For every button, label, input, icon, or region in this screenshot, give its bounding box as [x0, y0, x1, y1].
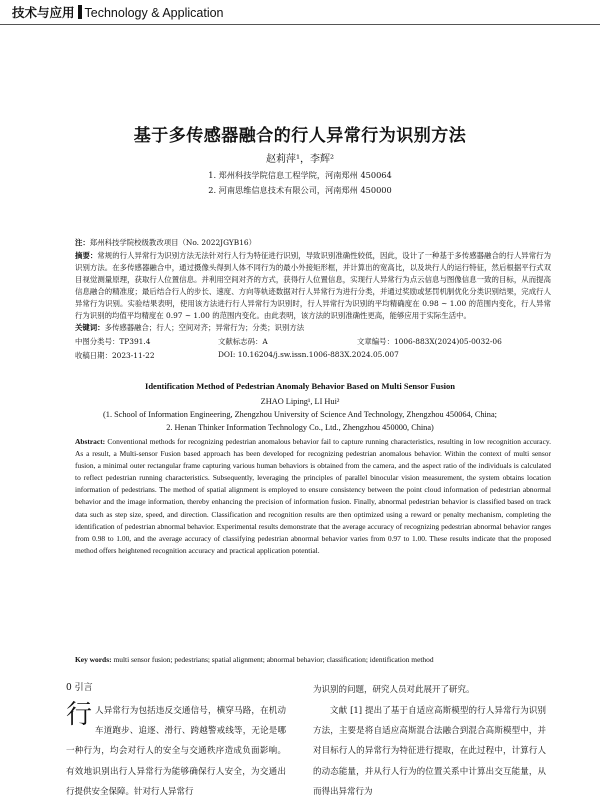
abstract-en-text: Conventional methods for recognizing pedestrian anomalous behavior fail to capture running characteristics, resulting in low recognition accuracy. As a result, a Multi-sensor Fusion based approach has been developed for recognizing pedestrian anomalous behavior. Within the context of multi sensor fusion, a minimal outer rectangular frame capturing various human behaviors is obtained from the camera, and the aspect ratio of the individuals is calculated to reflect pedestrian running characteristics. Subsequently, leveraging the principles of parallel binocular vision measurement, the system obtains location information of pedestrians. The method of spatial alignment is employed to ensure consistency between the point cloud information of pedestrian abnormal behavior and the image information, thereby enhancing the precision of information fusion. Finally, abnormal pedestrian behavior is classified based on track data such as step size, speed, and direction. Classification and recognition results are then optimized using a reward or penalty mechanism, completing the identification of pedestrian abnormal behavior. Experimental results demonstrate that the average accuracy of recognizing pedestrian abnormal behavior ranges from 0.98 to 1.00, and the average accuracy of classifying pedestrian abnormal behavior varies from 0.97 to 1.00. These results indicate that the proposed method offers heightened recognition accuracy and practical application potential. [75, 437, 552, 555]
keywords-en-text: multi sensor fusion; pedestrians; spatial alignment; abnormal behavior; classification; identification method [113, 655, 434, 664]
paper-title-en: Identification Method of Pedestrian Anomaly Behavior Based on Multi Sensor Fusion [145, 381, 455, 391]
body-right-paragraph: 文献 [1] 提出了基于自适应高斯模型的行人异常行为识别方法，主要是将自适应高斯混合法融合到混合高斯模型中，并对目标行人的异常行为特征进行提取，在此过程中，计算行人的动态能量，并从行人行为的位置关系中计算出交互能量，从而得出异常行为 [313, 706, 546, 797]
affiliation-cn-1: 1. 郑州科技学院信息工程学院，河南郑州 450064 [208, 170, 392, 180]
authors-cn: 赵莉萍¹，李辉² [265, 154, 335, 165]
article-number: 文章编号：1006-883X(2024)05-0032-06 [357, 337, 502, 346]
body-left-column [66, 701, 286, 802]
affiliation-cn-2: 2. 河南思维信息技术有限公司，河南郑州 450000 [208, 185, 392, 195]
doi: DOI: 10.16204/j.sw.issn.1006-883X.2024.05.007 [218, 350, 399, 359]
keywords-en-label: Key words: [75, 655, 112, 664]
keywords-cn-label: 关键词： [75, 323, 105, 332]
received-date: 收稿日期：2023-11-22 [75, 351, 155, 360]
keywords-cn [75, 322, 551, 334]
fund-note [75, 237, 551, 249]
body-left-text: 人异常行为包括违反交通信号，横穿马路，在机动车道跑步、追逐、滑行、跨越警戒线等，无论是哪一种行为，均会对行人的安全与交通秩序造成负面影响。有效地识别出行人异常行为能够确保行人安全，为交通出行提供安全保障。针对行人异常行 [66, 706, 286, 797]
fund-label: 注： [75, 238, 90, 247]
authors-en: ZHAO Liping¹, LI Hui² [260, 397, 340, 406]
header-separator-bar [78, 5, 82, 19]
fund-text: 郑州科技学院校级教改项目（No. 2022JGYB16） [89, 238, 257, 247]
journal-header [12, 3, 224, 21]
affiliation-en-1: (1. School of Information Engineering, Zhengzhou University of Science And Technology, Zhengzhou 450064, China; [103, 410, 497, 419]
abstract-cn [75, 250, 551, 323]
journal-name-cn: 技术与应用 [12, 5, 75, 20]
section-heading-introduction: 0 引言 [66, 683, 93, 693]
abstract-en-label: Abstract: [75, 437, 106, 446]
journal-name-en: Technology & Application [84, 6, 224, 20]
paper-title-cn: 基于多传感器融合的行人异常行为识别方法 [133, 126, 467, 146]
document-code: 文献标志码：A [218, 337, 268, 346]
affiliation-en-2: 2. Henan Thinker Information Technology Co., Ltd., Zhengzhou 450000, China) [166, 423, 434, 432]
abstract-cn-text: 常规的行人异常行为识别方法无法针对行人行为特征进行识别，导致识别准确性较低，因此，设计了一种基于多传感器融合的行人异常行为识别方法。在多传感器融合中，通过摄像头得到人体不同行为的最小外接矩形框，并计算出的宽高比，以及块行人的运行特征，然后根据平行式双目视觉测量原理，获取行人位置信息。并利用空间对齐的方式，获得行人位置信息，实现行人异常行为点云信息与图像信息一致的目标，从而提高信息融合的精准度；最后结合行人的步长、速度、方向等轨迹数据对行人异常行为进行分类，并通过奖励或惩罚机制优化分类识别结果，完成行人异常行为识别。实验结果表明，使用该方法进行行人异常行为识别时，行人异常行为识别的平均精确度在 0.98 ~ 1.00 的范围内变化，行人异常行为识别的均值平均精度在 0.97 ~ 1.00 的范围内变化。由此表明，该方法的识别准确性更高，能够应用于实际生活中。 [75, 251, 551, 321]
header-rule [0, 24, 600, 25]
body-right-line-1: 为识别的问题，研究人员对此展开了研究。 [313, 685, 475, 695]
keywords-en [75, 655, 551, 664]
abstract-en [75, 436, 551, 557]
drop-cap: 行 [66, 700, 93, 730]
abstract-cn-label: 摘要： [75, 251, 98, 260]
clc-number: 中图分类号：TP391.4 [75, 337, 151, 346]
keywords-cn-text: 多传感器融合；行人；空间对齐；异常行为；分类；识别方法 [104, 323, 305, 332]
